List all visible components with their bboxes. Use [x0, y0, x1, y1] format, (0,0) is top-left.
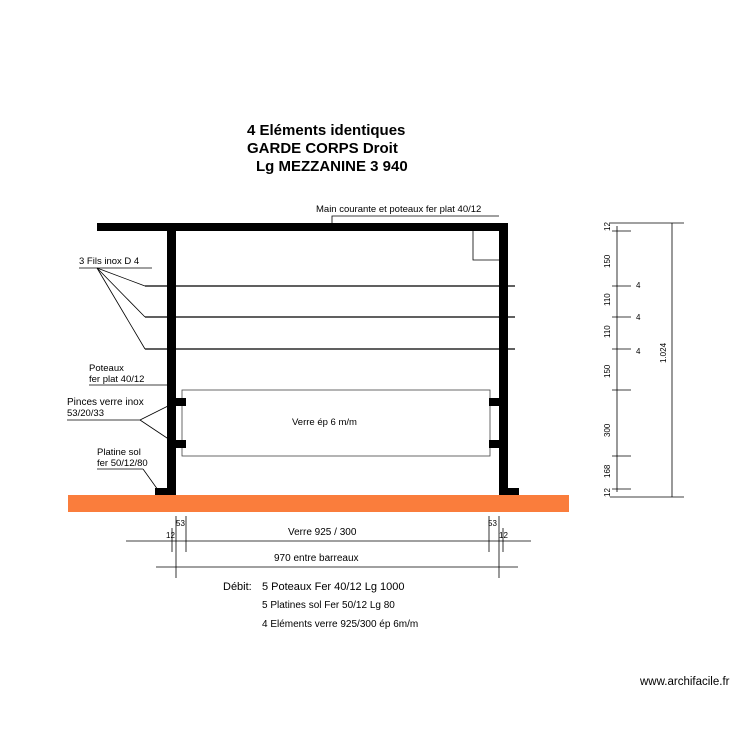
clamps-callout-line2: 53/20/33 — [67, 408, 104, 419]
debit-label: Débit: — [223, 581, 252, 593]
hdim-right-clamp: 53 — [488, 519, 497, 528]
base-callout-line1: Platine sol — [97, 447, 141, 458]
hdim-between-label: 970 entre barreaux — [274, 553, 359, 564]
left-base-plate — [155, 488, 176, 495]
base-leader — [143, 469, 158, 490]
debit-line-2: 5 Platines sol Fer 50/12 Lg 80 — [262, 600, 395, 611]
clamps-callout-line1: Pinces verre inox — [67, 397, 144, 408]
watermark: www.archifacile.fr — [640, 676, 730, 688]
wires-callout: 3 Fils inox D 4 — [79, 256, 140, 267]
vdim-seg6: 168 — [603, 464, 612, 478]
handrail — [97, 223, 508, 231]
right-post — [499, 223, 508, 495]
wires-leader-1 — [97, 268, 145, 286]
right-base-plate — [499, 488, 519, 495]
hdim-left-post: 12 — [166, 531, 175, 540]
vdim-seg5: 300 — [603, 423, 612, 437]
left-post — [167, 223, 176, 495]
vdim-bottom: 12 — [603, 488, 612, 497]
vdim-seg4: 150 — [603, 364, 612, 378]
vdim-top: 12 — [603, 222, 612, 231]
title-line-2: GARDE CORPS Droit — [247, 140, 398, 157]
vdim-total: 1.024 — [659, 342, 668, 363]
glass-label: Verre ép 6 m/m — [292, 417, 357, 428]
wires-leader-2 — [97, 268, 145, 317]
handrail-leader — [332, 216, 499, 223]
right-clamp-bottom — [489, 440, 499, 448]
base-callout-line2: fer 50/12/80 — [97, 458, 148, 469]
posts-callout-line2: fer plat 40/12 — [89, 374, 145, 385]
left-clamp-bottom — [176, 440, 186, 448]
hdim-glass-label: Verre 925 / 300 — [288, 527, 357, 538]
hdim-right-post: 12 — [499, 531, 508, 540]
hdim-left-clamp: 53 — [176, 519, 185, 528]
right-clamp-top — [489, 398, 499, 406]
title-line-1: 4 Eléments identiques — [247, 122, 406, 139]
vdim-wire2: 4 — [636, 313, 641, 322]
vdim-seg3: 110 — [603, 325, 612, 338]
handrail-leader-2 — [473, 226, 503, 260]
wires-leader-3 — [97, 268, 145, 349]
left-clamp-top — [176, 398, 186, 406]
posts-callout-line1: Poteaux — [89, 363, 124, 374]
vdim-wire1: 4 — [636, 281, 641, 290]
debit-line-1: 5 Poteaux Fer 40/12 Lg 1000 — [262, 581, 405, 593]
handrail-callout: Main courante et poteaux fer plat 40/12 — [316, 204, 482, 215]
vdim-seg2: 110 — [603, 293, 612, 306]
vdim-seg1: 150 — [603, 254, 612, 268]
debit-line-3: 4 Eléments verre 925/300 ép 6m/m — [262, 619, 419, 630]
vdim-wire3: 4 — [636, 347, 641, 356]
floor-slab — [68, 495, 569, 512]
title-line-3: Lg MEZZANINE 3 940 — [256, 158, 408, 175]
